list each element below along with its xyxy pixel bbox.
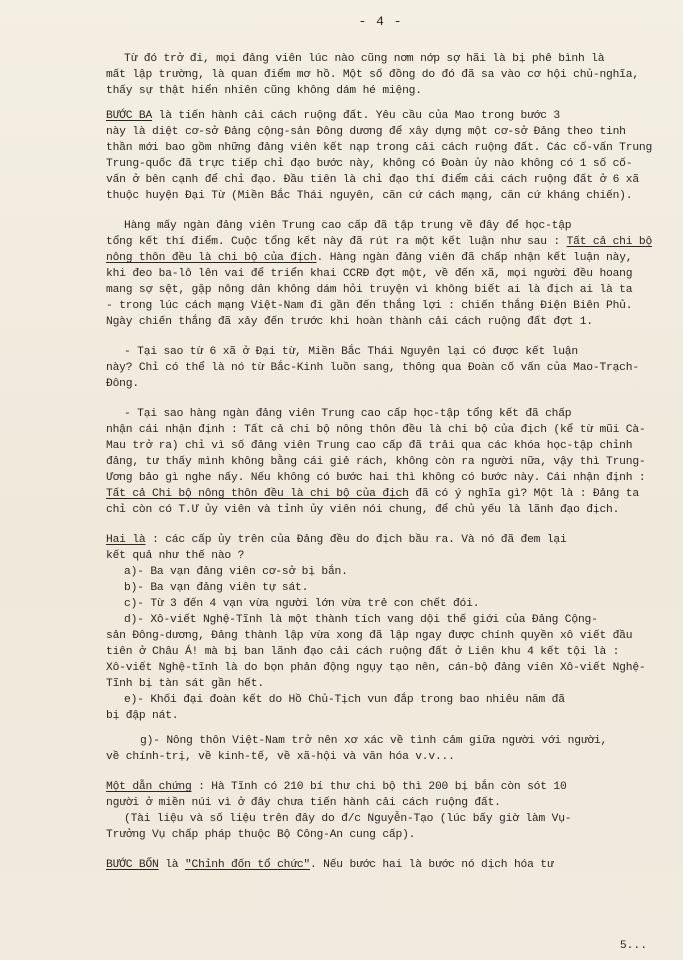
list-item-cont: sản Đông-dương, Đảng thành lập vừa xong đã lập ngay được chính quyền xô viết đầu xyxy=(106,630,633,642)
text-line: - Tại sao từ 6 xã ở Đại từ, Miền Bắc Thái Nguyên lại có được kết luận xyxy=(124,346,578,358)
section-heading-buoc-bon: BƯỚC BỐN xyxy=(106,859,159,871)
list-item: b)- Ba vạn đảng viên tự sát. xyxy=(124,582,309,594)
list-item: d)- Xô-viết Nghệ-Tĩnh là một thành tích vang dội thế giới của Đảng Cộng- xyxy=(124,614,598,626)
paragraph-1 xyxy=(106,51,655,99)
continued-marker: 5... xyxy=(619,940,647,952)
text-line: nhận cái nhận định : Tất cả chi bộ nông thôn đều là chi bộ của địch (kể từ mũi Cà- xyxy=(106,424,646,436)
text-line: Đông. xyxy=(106,378,139,390)
text-line: thần mới bao gồm những đảng viên kết nạp trong cải cách ruộng đất. Các cố-vấn Trung xyxy=(106,142,653,154)
paragraph-5 xyxy=(106,406,655,518)
text-line: - trong lúc cách mạng Việt-Nam đi gần đến thắng lợi : chiến thắng Điện Biên Phủ. xyxy=(106,300,633,312)
paragraph-buoc-ba xyxy=(106,108,655,204)
list-item: e)- Khối đại đoàn kết do Hồ Chủ-Tịch vun đắp trong bao nhiêu năm đã xyxy=(124,694,565,706)
text-line: Từ đó trở đi, mọi đảng viên lúc nào cũng nơm nớp sợ hãi là bị phê bình là xyxy=(124,53,605,65)
text-line: Trung-quốc đã trực tiếp chỉ đạo bước này, không có Đoàn ủy nào không có 1 số cố- xyxy=(106,158,633,170)
underlined-phrase: Tất cả chi bộ xyxy=(566,236,653,248)
underlined-phrase: Hai là xyxy=(106,534,146,546)
text-line: Ương bảo gì nghe nấy. Nếu không có bước hai thì không có bước này. Cái nhận định : xyxy=(106,472,646,484)
text-line: - Tại sao hàng ngàn đảng viên Trung cao cấp học-tập tổng kết đã chấp xyxy=(124,408,572,420)
text-line: (Tài liệu và số liệu trên đây do đ/c Nguyễn-Tạo (lúc bấy giờ làm Vụ- xyxy=(124,813,572,825)
paragraph-3 xyxy=(106,218,655,330)
text-line: này? Chỉ có thể là nó từ Bắc-Kinh luồn sang, thông qua Đoàn cố vấn của Mao-Trạch- xyxy=(106,362,639,374)
underlined-phrase: Một dẫn chứng xyxy=(106,781,192,793)
text-span: tổng kết thí điểm. Cuộc tổng kết này đã rút ra một kết luận như sau : xyxy=(106,236,567,248)
text-line: chỉ còn có T.Ư ủy viên và tỉnh ủy viên nói chung, để chủ yếu là lãnh đạo địch. xyxy=(106,504,620,516)
text-line: kết quả như thế nào ? xyxy=(106,550,245,562)
list-item: a)- Ba vạn đảng viên cơ-sở bị bắn. xyxy=(124,566,348,578)
text-span: đã có ý nghĩa gì? Một là : Đảng ta xyxy=(408,488,639,500)
list-item-cont: Tĩnh bị tàn sát gần hết. xyxy=(106,678,264,690)
text-line: thuộc huyện Đại Từ (Miền Bắc Thái nguyên, căn cứ cách mạng, căn cứ kháng chiến). xyxy=(106,190,633,202)
text-span: : Hà Tĩnh có 210 bí thư chi bộ thì 200 bị bắn còn sót 10 xyxy=(191,781,567,793)
page-number: - 4 - xyxy=(358,14,403,29)
text-line: mất lập trường, là quan điểm mơ hồ. Một số đồng do đó đã sa vào cơ hội chủ-nghĩa, xyxy=(106,69,639,81)
text-span: . Nếu bước hai là bước nó dịch hóa tư xyxy=(309,859,554,871)
paragraph-7 xyxy=(106,779,655,811)
text-span: : các cấp ủy trên của Đảng đều do địch bầu ra. Và nó đã đem lại xyxy=(145,534,567,546)
text-line: khi đeo ba-lô lên vai để triển khai CCRĐ đợt một, về đến xã, mọi người đều hoang xyxy=(106,268,633,280)
text-span: là tiến hành cải cách ruộng đất. Yêu cầu của Mao trong bước 3 xyxy=(152,110,560,122)
paragraph-4 xyxy=(106,344,655,392)
list-item-cont: bị đập nát. xyxy=(106,710,179,722)
list-item-cont: tiên ở Châu Á! mà bị ban lãnh đạo cải cách ruộng đất ở Liên khu 4 kết tội là : xyxy=(106,646,620,658)
text-line: Trưởng Vụ chấp pháp thuộc Bộ Công-An cung cấp). xyxy=(106,829,416,841)
text-line: Hàng mấy ngàn đảng viên Trung cao cấp đã tập trung về đây để học-tập xyxy=(124,220,572,232)
paragraph-buoc-bon xyxy=(106,857,655,873)
text-line: Ngày chiến thắng đã xảy đến trước khi hoàn thành cải cách ruộng đất đợt 1. xyxy=(106,316,593,328)
underlined-phrase: "Chỉnh đốn tổ chức" xyxy=(184,859,310,871)
text-span: là xyxy=(158,859,185,871)
text-line: vấn ở bên cạnh để chỉ đạo. Đầu tiên là chỉ đạo thí điểm cải cách ruộng đất ở 6 xã xyxy=(106,174,639,186)
text-line: đảng, tư thấy mình không bằng cái giẻ rách, không còn ra người nữa, vậy thì Trung- xyxy=(106,456,646,468)
list-item: c)- Từ 3 đến 4 vạn vừa người lớn vừa trẻ con chết đói. xyxy=(124,598,480,610)
list-item: g)- Nông thôn Việt-Nam trở nên xơ xác về tình cảm giữa người với người, xyxy=(140,735,608,747)
text-line: mang sợ sệt, gặp nông dân không dám hỏi truyện vì không biết ai là địch ai là ta xyxy=(106,284,633,296)
list-item-cont: về chính-trị, về kinh-tế, về xã-hội và văn hóa v.v... xyxy=(106,751,455,763)
underlined-phrase: nông thôn đều là chi bộ của địch xyxy=(106,252,317,264)
text-line: này là diệt cơ-sở Đảng cộng-sản Đông dương để xây dựng một cơ-sở Đảng theo tinh xyxy=(106,126,626,138)
paragraph-8 xyxy=(106,811,655,843)
paragraph-6 xyxy=(106,532,655,564)
text-line: Mau trở ra) chỉ vì số đảng viên Trung cao cấp đã trải qua các khóa học-tập chỉnh xyxy=(106,440,633,452)
section-heading-buoc-ba: BƯỚC BA xyxy=(106,110,153,122)
text-span: . Hàng ngàn đảng viên đã chấp nhận kết luận này, xyxy=(316,252,633,264)
text-line: thấy sự thật hiển nhiên cũng không dám hé miệng. xyxy=(106,85,422,97)
result-list xyxy=(106,564,655,765)
list-item-cont: Xô-viết Nghệ-tĩnh là do bọn phản động ngụy tạo nên, cán-bộ đảng viên Xô-viết Nghệ- xyxy=(106,662,646,674)
text-line: người ở miền núi vì ở đây chưa tiến hành cải cách ruộng đất. xyxy=(106,797,501,809)
underlined-phrase: Tất cả Chi bộ nông thôn đều là chi bộ của địch xyxy=(106,488,409,500)
